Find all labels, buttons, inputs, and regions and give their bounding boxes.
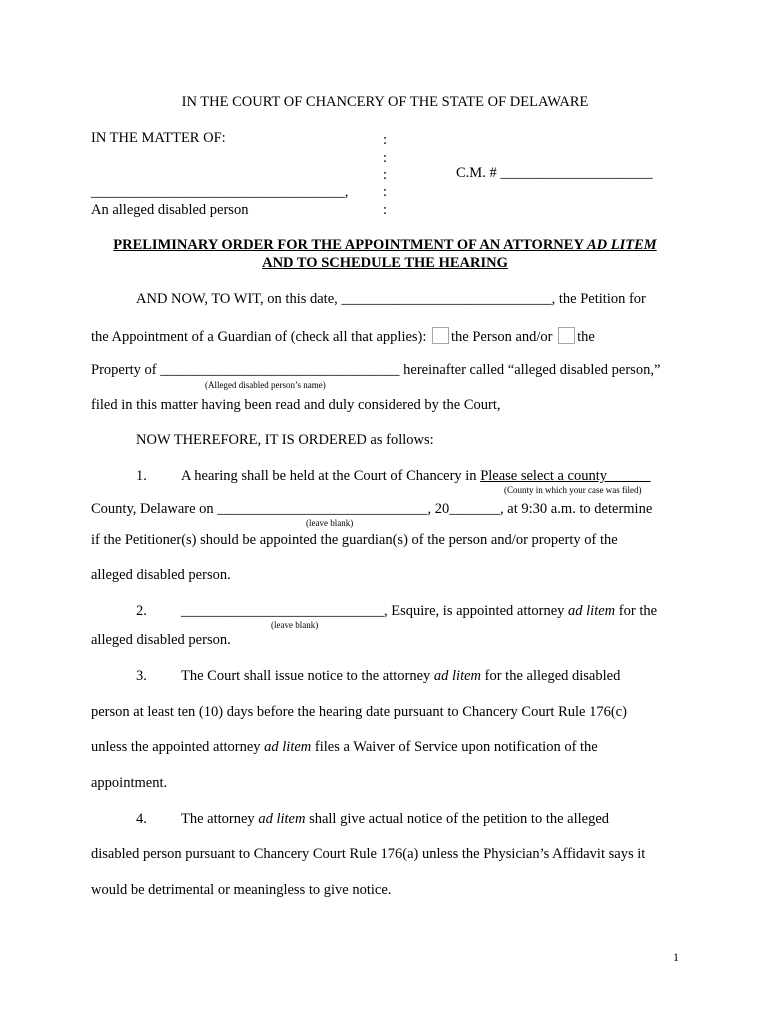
attorney-caption: (leave blank) xyxy=(271,620,319,630)
county-caption: (County in which your case was filed) xyxy=(504,485,642,495)
person-checkbox[interactable] xyxy=(432,327,449,344)
order-heading-line1: PRELIMINARY ORDER FOR THE APPOINTMENT OF AN ATTORNEY AD LITEM xyxy=(113,237,657,253)
caption-colon: : xyxy=(383,132,388,148)
item-1-line-1: A hearing shall be held at the Court of Chancery in Please select a county xyxy=(181,468,651,485)
ordered-line: NOW THEREFORE, IT IS ORDERED as follows: xyxy=(136,432,434,448)
page-number: 1 xyxy=(673,950,679,964)
item-2-line-1: ____________________________, Esquire, is appointed attorney ad litem for the xyxy=(181,603,658,619)
item-1-line-4: alleged disabled person. xyxy=(91,567,231,583)
item-2-number: 2. xyxy=(136,603,147,619)
alleged-name-caption: (Alleged disabled person’s name) xyxy=(205,380,326,390)
hearing-date-caption: (leave blank) xyxy=(306,518,354,528)
item-3-line-2: person at least ten (10) days before the hearing date pursuant to Chancery Court Rule 176(c) xyxy=(91,704,627,720)
item-4-line-2: disabled person pursuant to Chancery Court Rule 176(a) unless the Physician’s Affidavit says it xyxy=(91,846,646,862)
caption-colon: : xyxy=(383,202,388,218)
item-3-number: 3. xyxy=(136,668,147,684)
court-title: IN THE COURT OF CHANCERY OF THE STATE OF DELAWARE xyxy=(181,94,589,110)
item-1-line-2: County, Delaware on _____________________________, 20_______, at 9:30 a.m. to determine xyxy=(91,501,653,517)
party-label: An alleged disabled person xyxy=(91,202,249,218)
intro-line-4: filed in this matter having been read and duly considered by the Court, xyxy=(91,397,501,413)
item-1-line-3: if the Petitioner(s) should be appointed the guardian(s) of the person and/or property of the xyxy=(91,532,618,548)
party-name-field[interactable]: ___________________________________, xyxy=(91,184,349,200)
caption-colon: : xyxy=(383,167,388,183)
intro-line-3: Property of _________________________________ hereinafter called “alleged disabled person,” xyxy=(91,362,661,378)
cm-number-field[interactable]: C.M. # _____________________ xyxy=(456,165,653,181)
caption-colon: : xyxy=(383,184,388,200)
item-4-number: 4. xyxy=(136,811,147,827)
order-heading-line2: AND TO SCHEDULE THE HEARING xyxy=(262,255,508,271)
property-checkbox[interactable] xyxy=(558,327,575,344)
county-select[interactable]: Please select a county xyxy=(480,468,608,484)
item-4-line-1: The attorney ad litem shall give actual notice of the petition to the alleged xyxy=(181,811,610,827)
item-3-line-1: The Court shall issue notice to the attorney ad litem for the alleged disabled xyxy=(181,668,621,684)
item-2-line-2: alleged disabled person. xyxy=(91,632,231,648)
caption-colon: : xyxy=(383,150,388,166)
item-1-number: 1. xyxy=(136,468,147,484)
item-3-line-3: unless the appointed attorney ad litem files a Waiver of Service upon notification of the xyxy=(91,739,598,755)
intro-line-1: AND NOW, TO WIT, on this date, _____________________________, the Petition for xyxy=(136,291,646,307)
intro-line-2: the Appointment of a Guardian of (check all that applies): the Person and/or the xyxy=(91,329,595,345)
matter-label: IN THE MATTER OF: xyxy=(91,130,226,146)
item-3-line-4: appointment. xyxy=(91,775,168,791)
item-4-line-3: would be detrimental or meaningless to give notice. xyxy=(91,882,392,898)
